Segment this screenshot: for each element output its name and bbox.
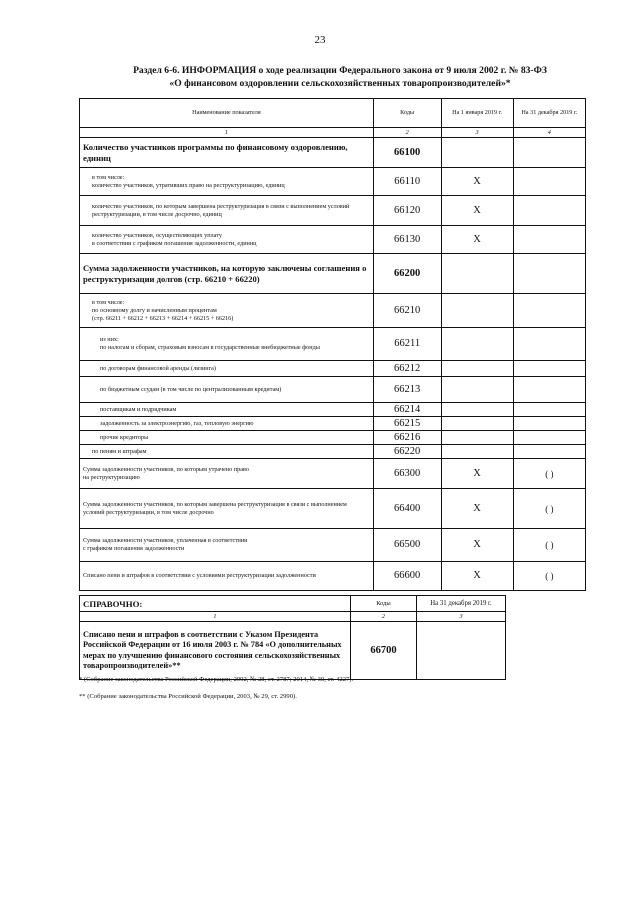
row-jan-value[interactable]: [441, 431, 513, 445]
row-code: 66120: [373, 196, 441, 226]
table-row: [80, 377, 586, 403]
reference-column-numbers-row: [80, 612, 506, 622]
row-label-text: по налогам и сборам, страховым взносам в государственные внебюджетные фонды: [100, 344, 320, 351]
row-label: Сумма задолженности участников, по которым завершена реструктуризация в связи с выполнением условий реструктуризации, в том числе досрочно: [80, 489, 374, 529]
reference-row-value[interactable]: [417, 622, 506, 680]
row-dec-value[interactable]: [513, 403, 585, 417]
table-row: [80, 294, 586, 328]
header-jan: На 1 января 2019 г.: [441, 99, 513, 128]
reference-table: [79, 595, 506, 680]
row-dec-value[interactable]: [513, 431, 585, 445]
reference-header-row: [80, 596, 506, 612]
ref-col-number-3: 3: [417, 612, 506, 622]
reference-row-label: Списано пени и штрафов в соответствии с Указом Президента Российской Федерации от 16 июля 2003 г. № 784 «О дополнительных мерах по улучшению финансового состояния сельскохозяйственных товаропроизводителей»**: [80, 622, 351, 680]
row-label: количество участников, по которым завершена реструктуризация в связи с выполнением условий реструктуризации, в том числе досрочно, единиц: [80, 196, 374, 226]
row-dec-value[interactable]: [513, 138, 585, 168]
row-label-formula: (стр. 66211 + 66212 + 66213 + 66214 + 66215 + 66216): [92, 314, 234, 322]
table-row: [80, 196, 586, 226]
row-jan-value[interactable]: [441, 417, 513, 431]
row-code: 66110: [373, 168, 441, 196]
table-row: [80, 489, 586, 529]
table-row: [80, 562, 586, 591]
row-jan-value[interactable]: [441, 254, 513, 294]
reference-date-header: На 31 декабря 2019 г.: [417, 596, 506, 612]
row-label-text-cont: с графиком погашения задолженности: [83, 545, 185, 552]
header-codes: Коды: [373, 99, 441, 128]
row-label: [80, 294, 374, 328]
table-row: [80, 445, 586, 459]
table-row: [80, 168, 586, 196]
row-label: по договорам финансовой аренды (лизинга): [80, 361, 374, 377]
row-code: 66213: [373, 377, 441, 403]
header-row: [80, 99, 586, 128]
row-jan-value[interactable]: [441, 403, 513, 417]
row-jan-value: X: [441, 459, 513, 489]
row-label: Количество участников программы по финансовому оздоровлению, единиц: [80, 138, 374, 168]
col-number-1: 1: [80, 128, 374, 138]
ref-col-number-1: 1: [80, 612, 351, 622]
row-dec-value[interactable]: [513, 294, 585, 328]
reference-row: [80, 622, 506, 680]
table-row: [80, 417, 586, 431]
section-title: [64, 64, 616, 90]
table-row: [80, 254, 586, 294]
page-number: 23: [314, 34, 326, 46]
row-dec-value[interactable]: [513, 226, 585, 254]
row-label-text: количество участников, осуществляющих уплату: [92, 231, 222, 239]
table-row: [80, 431, 586, 445]
row-label: поставщикам и подрядчикам: [80, 403, 374, 417]
row-dec-value[interactable]: [513, 445, 585, 459]
row-jan-value: X: [441, 562, 513, 591]
row-jan-value: X: [441, 196, 513, 226]
row-jan-value[interactable]: [441, 294, 513, 328]
row-dec-value[interactable]: [513, 377, 585, 403]
main-table: [79, 98, 586, 591]
row-label: Списано пени и штрафов в соответствии с условиями реструктуризации задолженности: [80, 562, 374, 591]
table-row: [80, 459, 586, 489]
reference-row-code: 66700: [350, 622, 416, 680]
col-number-4: 4: [513, 128, 585, 138]
table-row: [80, 361, 586, 377]
row-jan-value: X: [441, 489, 513, 529]
row-label: [80, 529, 374, 562]
row-label-prefix: в том числе:: [92, 173, 125, 181]
row-code: 66100: [373, 138, 441, 168]
row-jan-value[interactable]: [441, 377, 513, 403]
row-code: 66210: [373, 294, 441, 328]
row-label: [80, 168, 374, 196]
row-dec-value[interactable]: [513, 417, 585, 431]
row-code: 66214: [373, 403, 441, 417]
row-code: 66216: [373, 431, 441, 445]
row-label-text: Сумма задолженности участников, по которым утрачено право: [83, 465, 249, 473]
row-code: 66200: [373, 254, 441, 294]
header-dec: На 31 декабря 2019 г.: [513, 99, 585, 128]
row-code: 66400: [373, 489, 441, 529]
table-row: [80, 529, 586, 562]
row-dec-value[interactable]: ( ): [513, 529, 585, 562]
reference-title: СПРАВОЧНО:: [80, 596, 351, 612]
row-code: 66212: [373, 361, 441, 377]
col-number-3: 3: [441, 128, 513, 138]
row-jan-value: X: [441, 226, 513, 254]
row-dec-value[interactable]: [513, 196, 585, 226]
row-code: 66300: [373, 459, 441, 489]
row-label-text-cont: в соответствии с графиком погашения задолженности, единиц: [92, 239, 257, 247]
row-jan-value: X: [441, 529, 513, 562]
reference-codes-header: Коды: [350, 596, 416, 612]
table-row: [80, 226, 586, 254]
section-title-line2: «О финансовом оздоровлении сельскохозяйственных товаропроизводителей»*: [169, 78, 511, 89]
row-jan-value: X: [441, 168, 513, 196]
ref-col-number-2: 2: [350, 612, 416, 622]
row-jan-value[interactable]: [441, 138, 513, 168]
section-title-line1: Раздел 6-6. ИНФОРМАЦИЯ о ходе реализации Федерального закона от 9 июля 2002 г. № 83-ФЗ: [133, 65, 547, 76]
row-label: [80, 226, 374, 254]
row-label-text: по основному долгу и начисленным процентам: [92, 306, 217, 314]
table-row: [80, 138, 586, 168]
column-numbers-row: [80, 128, 586, 138]
row-dec-value[interactable]: ( ): [513, 459, 585, 489]
row-code: 66211: [373, 328, 441, 361]
table-row: [80, 328, 586, 361]
footnote-2: ** (Собрание законодательства Российской Федерации, 2003, № 29, ст. 2990).: [79, 693, 297, 700]
row-label: [80, 459, 374, 489]
row-label: задолженность за электроэнергию, газ, тепловую энергию: [80, 417, 374, 431]
row-label-prefix: в том числе:: [92, 298, 125, 306]
col-number-2: 2: [373, 128, 441, 138]
row-label-text: Сумма задолженности участников, уплаченная в соответствии: [83, 537, 248, 544]
row-dec-value[interactable]: ( ): [513, 562, 585, 591]
row-dec-value[interactable]: [513, 168, 585, 196]
table-row: [80, 403, 586, 417]
row-jan-value[interactable]: [441, 328, 513, 361]
row-label: по пеням и штрафам: [80, 445, 374, 459]
row-label: Сумма задолженности участников, на которую заключены соглашения о реструктуризации долгов (стр. 66210 + 66220): [80, 254, 374, 294]
header-indicator: Наименование показателя: [80, 99, 374, 128]
row-dec-value[interactable]: [513, 361, 585, 377]
row-dec-value[interactable]: [513, 254, 585, 294]
row-dec-value[interactable]: [513, 328, 585, 361]
row-label-prefix: из них:: [100, 336, 119, 343]
row-jan-value[interactable]: [441, 361, 513, 377]
row-jan-value[interactable]: [441, 445, 513, 459]
row-label-text: количество участников, утративших право на реструктуризацию, единиц: [92, 181, 285, 189]
row-dec-value[interactable]: ( ): [513, 489, 585, 529]
row-code: 66215: [373, 417, 441, 431]
row-label: [80, 328, 374, 361]
row-label-text-cont: на реструктуризацию: [83, 473, 140, 481]
row-label: по бюджетным ссудам (в том числе по централизованным кредитам): [80, 377, 374, 403]
row-code: 66600: [373, 562, 441, 591]
row-code: 66500: [373, 529, 441, 562]
footnote-1: * (Собрание законодательства Российской Федерации, 2002, № 28, ст. 2787; 2014, № 30, ст. 4227).: [79, 676, 354, 683]
row-code: 66130: [373, 226, 441, 254]
row-label: прочие кредиторы: [80, 431, 374, 445]
row-code: 66220: [373, 445, 441, 459]
